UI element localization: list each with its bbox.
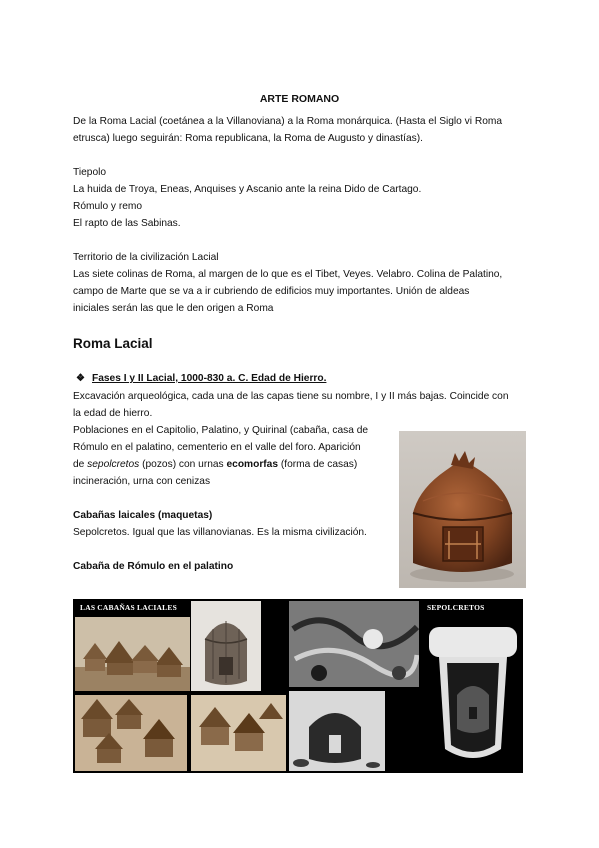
pob3-c: (pozos) con urnas — [139, 459, 227, 470]
poblaciones-line-1: Poblaciones en el Capitolio, Palatino, y Quirinal (cabaña, casa de — [73, 425, 369, 436]
tiepolo-line-1: La huida de Troya, Eneas, Anquises y Ascanio ante la reina Dido de Cartago. — [73, 184, 422, 195]
tiepolo-line-2: Rómulo y remo — [73, 201, 143, 212]
poblaciones-line-4: incineración, urna con cenizas — [73, 476, 211, 487]
sepolcreto-well-photo — [419, 613, 523, 773]
excavacion-line-2: la edad de hierro. — [73, 408, 153, 419]
page-title: ARTE ROMANO — [259, 93, 340, 105]
collage-images — [73, 599, 523, 773]
poblaciones-line-2: Rómulo en el palatino, cementerio en el valle del foro. Aparición — [73, 442, 361, 453]
territorio-line-1: Las siete colinas de Roma, al margen de lo que es el Tibet, Veyes. Velabro. Colina de Palatino, — [73, 269, 503, 280]
hut-urn-photo-2 — [191, 601, 261, 691]
pob3-a: de — [73, 459, 88, 470]
collage-caption-right: SEPOLCRETOS — [427, 603, 485, 612]
territorio-line-2: campo de Marte que se va a ir cubriendo de edificios muy importantes. Unión de aldeas — [73, 286, 470, 297]
cabanas-heading: Cabañas laicales (maquetas) — [73, 510, 213, 521]
intro-line-1: De la Roma Lacial (coetánea a la Villanoviana) a la Roma monárquica. (Hasta el Siglo vi Roma — [73, 116, 503, 127]
tiepolo-line-3: El rapto de las Sabinas. — [73, 218, 181, 229]
diamond-bullet-icon: ❖ — [76, 373, 86, 384]
territorio-line-3: iniciales serán las que le den origen a Roma — [73, 303, 274, 314]
hut-urn-illustration — [399, 431, 526, 588]
tiepolo-heading: Tiepolo — [73, 167, 107, 178]
lacial-huts-collage — [73, 599, 523, 773]
bullet-fases-text: Fases I y II Lacial, 1000-830 a. C. Edad de Hierro. — [92, 373, 327, 384]
huts-model-photo-3 — [75, 695, 187, 771]
hut-urn-photo — [399, 431, 526, 588]
ecomorfas-term: ecomorfas — [226, 459, 279, 470]
bullet-fases — [76, 370, 326, 387]
excavacion-line-1: Excavación arqueológica, cada una de las capas tiene su nombre, I y II más bajas. Coincide con — [73, 391, 509, 402]
huts-model-photo-1 — [75, 617, 190, 691]
pob3-e: (forma de casas) — [278, 459, 358, 470]
section-heading-roma-lacial: Roma Lacial — [73, 336, 153, 351]
romulo-heading: Cabaña de Rómulo en el palatino — [73, 561, 234, 572]
hut-urn-bw-photo — [289, 691, 385, 771]
territorio-heading: Territorio de la civilización Lacial — [73, 252, 219, 263]
poblaciones-line-3 — [73, 456, 357, 473]
sepolcretos-term: sepolcretos — [87, 459, 140, 470]
cabanas-text: Sepolcretos. Igual que las villanovianas. Es la misma civilización. — [73, 527, 367, 538]
collage-caption-left: LAS CABAÑAS LACIALES — [80, 603, 177, 612]
archaeological-site-photo — [289, 601, 419, 687]
huts-model-photo-4 — [191, 695, 286, 771]
intro-line-2: etrusca) luego seguirán: Roma republicana, la Roma de Augusto y dinastías). — [73, 133, 423, 144]
